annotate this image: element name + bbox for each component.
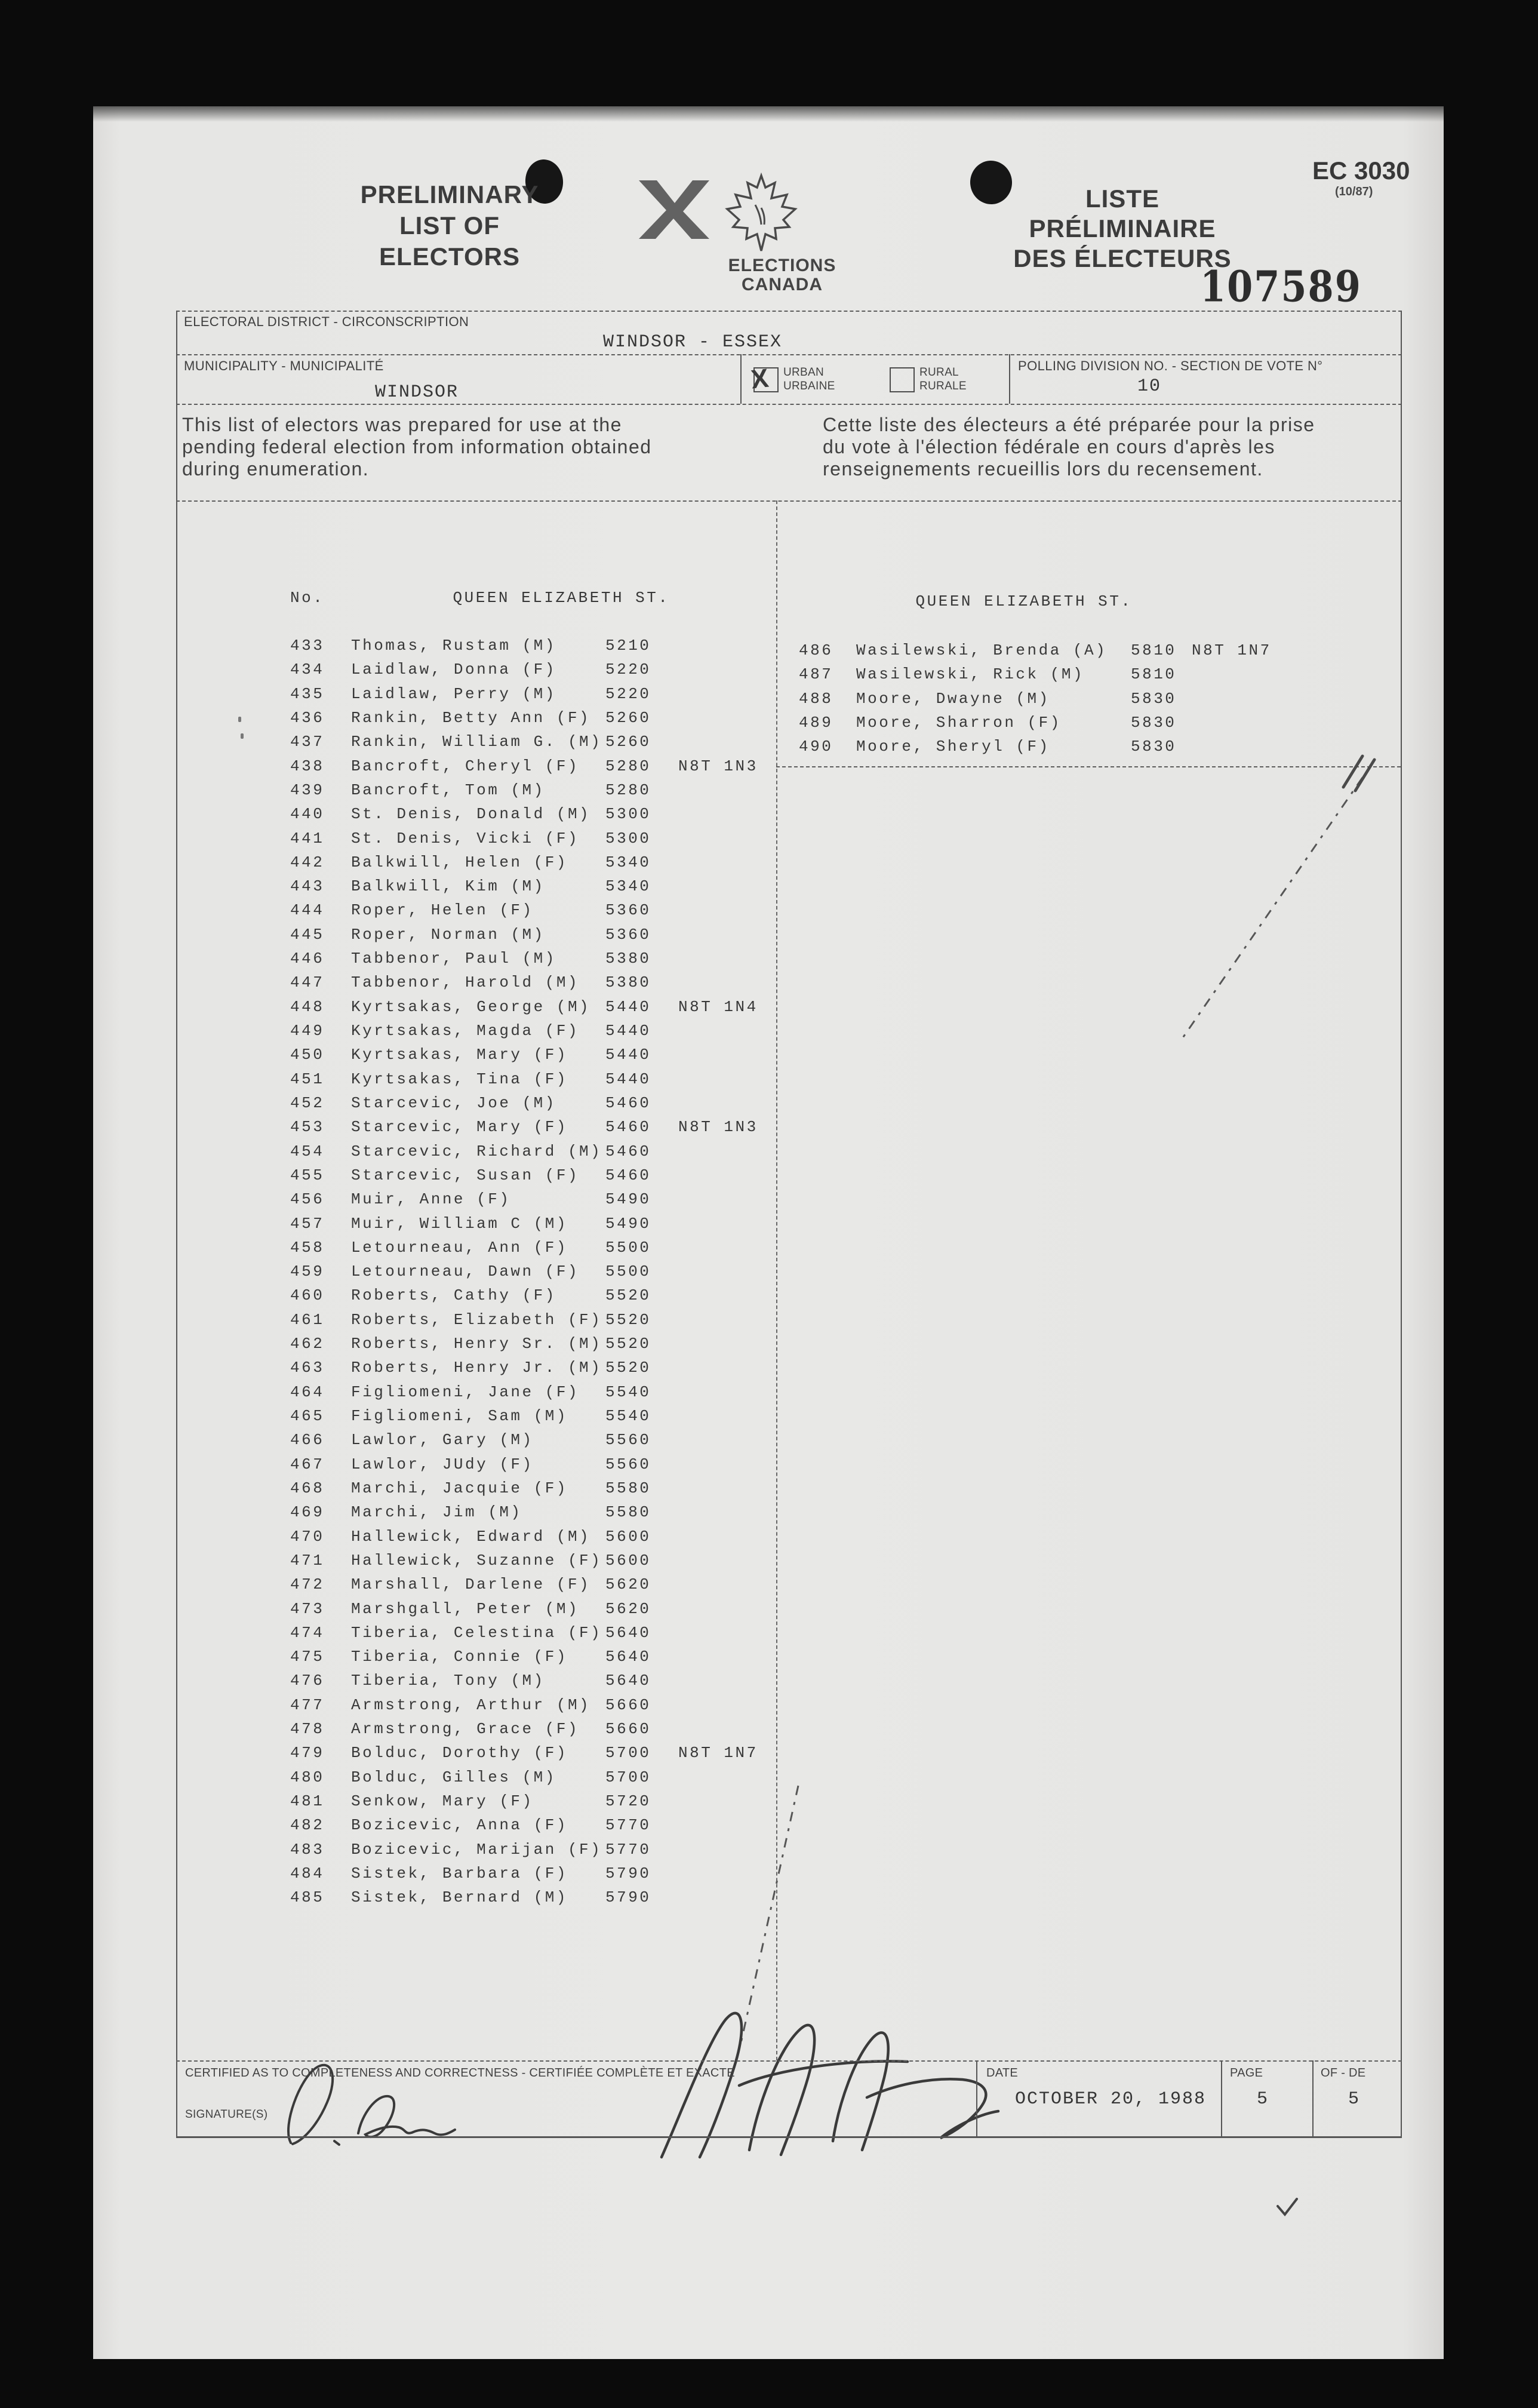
cell-divider	[1221, 2060, 1222, 2136]
title-fr-line2: PRÉLIMINAIRE	[1029, 214, 1216, 242]
cell-divider	[740, 354, 742, 404]
elector-name: Letourneau, Dawn (F)	[351, 1263, 580, 1281]
elector-name: Armstrong, Grace (F)	[351, 1720, 580, 1739]
elector-number: 458	[290, 1238, 325, 1257]
date-value: OCTOBER 20, 1988	[1015, 2089, 1207, 2109]
elector-number: 436	[290, 708, 325, 727]
elector-name: Roberts, Elizabeth (F)	[351, 1310, 602, 1329]
elector-name: Kyrtsakas, George (M)	[351, 997, 591, 1016]
elector-address: 5660	[605, 1720, 651, 1739]
elector-address: 5720	[605, 1792, 651, 1810]
elector-name: Muir, Anne (F)	[351, 1190, 511, 1209]
elector-number: 441	[290, 829, 325, 847]
logo-wordmark-line2: CANADA	[742, 275, 823, 294]
elector-number: 487	[799, 665, 833, 684]
elector-address: 5440	[605, 1046, 651, 1064]
intro-fr-line: Cette liste des électeurs a été préparée pour la prise	[823, 414, 1315, 435]
elector-number: 434	[290, 661, 325, 679]
table-border-left	[176, 311, 177, 2136]
elector-postal-code: N8T 1N7	[1192, 641, 1272, 659]
elector-address: 5300	[605, 805, 651, 824]
elector-address: 5600	[605, 1551, 651, 1570]
rural-checkbox	[890, 367, 915, 392]
scan-speck	[238, 717, 241, 722]
elector-address: 5220	[605, 661, 651, 679]
elector-address: 5790	[605, 1888, 651, 1907]
elector-address: 5440	[605, 997, 651, 1016]
form-number: EC 3030	[1312, 156, 1410, 185]
municipality-label: MUNICIPALITY - MUNICIPALITÉ	[184, 358, 384, 373]
elector-number: 490	[799, 738, 833, 756]
street-header-left: QUEEN ELIZABETH ST.	[453, 589, 670, 607]
elector-address: 5700	[605, 1744, 651, 1762]
elections-canada-logo	[633, 172, 848, 256]
elector-number: 465	[290, 1407, 325, 1425]
list-end-line	[776, 766, 1401, 767]
elector-postal-code: N8T 1N3	[678, 1118, 758, 1137]
elector-name: Lawlor, JUdy (F)	[351, 1455, 534, 1473]
title-en-line1: PRELIMINARY	[360, 180, 539, 208]
elector-number: 447	[290, 973, 325, 992]
elector-address: 5560	[605, 1431, 651, 1449]
certified-label: CERTIFIED AS TO COMPLETENESS AND CORRECTNESS - CERTIFIÉE COMPLÈTE ET EXACTE	[185, 2066, 735, 2080]
elector-number: 451	[290, 1070, 325, 1088]
elector-number: 482	[290, 1816, 325, 1835]
elector-number: 448	[290, 997, 325, 1016]
elector-number: 464	[290, 1383, 325, 1401]
elector-name: Letourneau, Ann (F)	[351, 1238, 568, 1257]
elector-number: 486	[799, 641, 833, 659]
elector-name: Rankin, Betty Ann (F)	[351, 708, 591, 727]
elector-address: 5640	[605, 1648, 651, 1666]
elector-name: Figliomeni, Sam (M)	[351, 1407, 568, 1425]
elector-name: Sistek, Barbara (F)	[351, 1864, 568, 1882]
elector-address: 5300	[605, 829, 651, 847]
date-label: DATE	[986, 2066, 1019, 2080]
elector-address: 5540	[605, 1383, 651, 1401]
page-edge-shadow	[93, 106, 1444, 122]
rural-label-fr: RURALE	[919, 380, 967, 392]
elector-number: 485	[290, 1888, 325, 1907]
elector-number: 449	[290, 1022, 325, 1040]
elector-address: 5440	[605, 1022, 651, 1040]
elector-address: 5340	[605, 853, 651, 871]
elector-number: 456	[290, 1190, 325, 1209]
street-header-right: QUEEN ELIZABETH ST.	[915, 592, 1133, 610]
row-divider	[176, 404, 1402, 405]
elector-name: St. Denis, Vicki (F)	[351, 829, 580, 847]
elector-address: 5810	[1131, 665, 1177, 684]
elector-postal-code: N8T 1N4	[678, 997, 758, 1016]
elector-name: Moore, Dwayne (M)	[856, 689, 1050, 708]
elector-number: 467	[290, 1455, 325, 1473]
elector-name: Tiberia, Connie (F)	[351, 1648, 568, 1666]
elector-name: Roberts, Henry Sr. (M)	[351, 1335, 602, 1353]
intro-en-line: during enumeration.	[182, 458, 370, 480]
elector-number: 471	[290, 1551, 325, 1570]
urban-checkbox-mark: X	[749, 363, 770, 395]
elector-address: 5830	[1131, 713, 1177, 732]
elector-number: 468	[290, 1479, 325, 1497]
elector-number: 481	[290, 1792, 325, 1810]
elector-address: 5640	[605, 1623, 651, 1642]
electoral-district-label: ELECTORAL DISTRICT - CIRCONSCRIPTION	[184, 314, 469, 329]
elector-address: 5560	[605, 1455, 651, 1473]
elector-name: Lawlor, Gary (M)	[351, 1431, 534, 1449]
elector-number: 452	[290, 1094, 325, 1112]
elector-name: Kyrtsakas, Mary (F)	[351, 1046, 568, 1064]
title-fr-line1: LISTE	[1085, 185, 1159, 213]
elector-address: 5460	[605, 1142, 651, 1160]
elector-number: 469	[290, 1503, 325, 1522]
elector-number: 475	[290, 1648, 325, 1666]
intro-en-line: This list of electors was prepared for use at the	[182, 414, 622, 435]
title-en-line3: ELECTORS	[379, 242, 520, 271]
elector-address: 5620	[605, 1575, 651, 1594]
elector-address: 5460	[605, 1166, 651, 1184]
scan-speck	[241, 733, 244, 739]
elector-number: 488	[799, 689, 833, 708]
elector-name: Bancroft, Cheryl (F)	[351, 757, 580, 775]
elector-address: 5620	[605, 1599, 651, 1618]
elector-address: 5790	[605, 1864, 651, 1882]
elector-address: 5770	[605, 1840, 651, 1859]
elector-name: Marshgall, Peter (M)	[351, 1599, 580, 1618]
cell-divider	[976, 2060, 977, 2136]
elector-number: 472	[290, 1575, 325, 1594]
page-value: 5	[1257, 2089, 1269, 2109]
elector-name: Senkow, Mary (F)	[351, 1792, 534, 1810]
elector-name: Wasilewski, Brenda (A)	[856, 641, 1108, 659]
elector-name: Rankin, William G. (M)	[351, 733, 602, 751]
elector-address: 5280	[605, 757, 651, 775]
elector-number: 484	[290, 1864, 325, 1882]
elector-name: Hallewick, Suzanne (F)	[351, 1551, 602, 1570]
elector-number: 461	[290, 1310, 325, 1329]
elector-name: Thomas, Rustam (M)	[351, 637, 556, 655]
intro-paragraph-english	[182, 414, 755, 480]
elector-name: Marchi, Jacquie (F)	[351, 1479, 568, 1497]
elector-number: 459	[290, 1263, 325, 1281]
elector-postal-code: N8T 1N7	[678, 1744, 758, 1762]
elector-name: Tiberia, Tony (M)	[351, 1672, 545, 1690]
elector-name: Kyrtsakas, Tina (F)	[351, 1070, 568, 1088]
elector-name: Balkwill, Helen (F)	[351, 853, 568, 871]
elector-number: 435	[290, 684, 325, 703]
elector-name: Tiberia, Celestina (F)	[351, 1623, 602, 1642]
elector-postal-code: N8T 1N3	[678, 757, 758, 775]
elector-address: 5600	[605, 1527, 651, 1546]
elector-name: Kyrtsakas, Magda (F)	[351, 1022, 580, 1040]
elector-address: 5460	[605, 1094, 651, 1112]
row-divider	[176, 354, 1402, 355]
title-english	[324, 179, 575, 272]
elector-number: 489	[799, 713, 833, 732]
elector-name: Marshall, Darlene (F)	[351, 1575, 591, 1594]
form-revision: (10/87)	[1335, 185, 1373, 198]
elector-number: 443	[290, 877, 325, 896]
title-fr-line3: DES ÉLECTEURS	[1013, 244, 1232, 272]
info-table-bottom-border	[176, 500, 1402, 502]
elector-address: 5520	[605, 1310, 651, 1329]
of-de-value: 5	[1348, 2089, 1361, 2109]
elector-address: 5810	[1131, 641, 1177, 659]
elector-number: 463	[290, 1359, 325, 1377]
elector-number: 442	[290, 853, 325, 871]
urban-label-fr: URBAINE	[783, 380, 835, 392]
no-column-header: No.	[290, 589, 325, 607]
elector-address: 5360	[605, 901, 651, 920]
elector-name: Roper, Norman (M)	[351, 925, 545, 944]
elector-name: Laidlaw, Donna (F)	[351, 661, 556, 679]
elector-number: 460	[290, 1286, 325, 1305]
elector-address: 5520	[605, 1335, 651, 1353]
elector-number: 476	[290, 1672, 325, 1690]
elector-name: Starcevic, Joe (M)	[351, 1094, 556, 1112]
signature-label: SIGNATURE(S)	[185, 2108, 268, 2121]
table-border-top	[176, 311, 1402, 312]
serial-number-stamp: 107589	[1200, 262, 1362, 312]
of-de-label: OF - DE	[1321, 2066, 1366, 2080]
intro-fr-line: renseignements recueillis lors du recensement.	[823, 458, 1263, 480]
title-en-line2: LIST OF	[399, 211, 500, 239]
elector-name: Tabbenor, Paul (M)	[351, 950, 556, 968]
elector-address: 5580	[605, 1503, 651, 1522]
elector-address: 5340	[605, 877, 651, 896]
elector-number: 446	[290, 950, 325, 968]
elector-name: Sistek, Bernard (M)	[351, 1888, 568, 1907]
elector-address: 5460	[605, 1118, 651, 1137]
elector-number: 450	[290, 1046, 325, 1064]
intro-en-line: pending federal election from information obtained	[182, 436, 652, 457]
elector-address: 5520	[605, 1359, 651, 1377]
elector-name: Bozicevic, Anna (F)	[351, 1816, 568, 1835]
elector-name: Balkwill, Kim (M)	[351, 877, 545, 896]
elector-address: 5830	[1131, 738, 1177, 756]
elector-name: Bancroft, Tom (M)	[351, 781, 545, 799]
elector-address: 5660	[605, 1696, 651, 1714]
elector-address: 5490	[605, 1190, 651, 1209]
page-label: PAGE	[1230, 2066, 1263, 2080]
elector-name: Starcevic, Richard (M)	[351, 1142, 602, 1160]
elector-number: 480	[290, 1768, 325, 1786]
elector-number: 440	[290, 805, 325, 824]
elector-number: 466	[290, 1431, 325, 1449]
elector-name: Muir, William C (M)	[351, 1214, 568, 1233]
elector-name: Roberts, Henry Jr. (M)	[351, 1359, 602, 1377]
cell-divider	[1312, 2060, 1314, 2136]
polling-division-value: 10	[1137, 376, 1162, 397]
elector-name: Bolduc, Dorothy (F)	[351, 1744, 568, 1762]
polling-division-label: POLLING DIVISION NO. - SECTION DE VOTE N°	[1018, 358, 1323, 373]
elector-name: Moore, Sheryl (F)	[856, 738, 1050, 756]
elector-number: 470	[290, 1527, 325, 1546]
elector-name: Roper, Helen (F)	[351, 901, 534, 920]
elector-name: Bolduc, Gilles (M)	[351, 1768, 556, 1786]
elector-number: 474	[290, 1623, 325, 1642]
elector-address: 5490	[605, 1214, 651, 1233]
logo-wordmark-line1: ELECTIONS	[728, 256, 836, 275]
elector-address: 5380	[605, 973, 651, 992]
elector-number: 438	[290, 757, 325, 775]
elector-number: 439	[290, 781, 325, 799]
elector-number: 478	[290, 1720, 325, 1739]
elector-address: 5700	[605, 1768, 651, 1786]
elector-address: 5280	[605, 781, 651, 799]
elector-address: 5210	[605, 637, 651, 655]
elector-name: Starcevic, Mary (F)	[351, 1118, 568, 1137]
elector-name: Tabbenor, Harold (M)	[351, 973, 580, 992]
elector-address: 5360	[605, 925, 651, 944]
elector-name: St. Denis, Donald (M)	[351, 805, 591, 824]
elector-name: Marchi, Jim (M)	[351, 1503, 522, 1522]
title-french	[1003, 184, 1242, 274]
elector-number: 473	[290, 1599, 325, 1618]
elector-name: Hallewick, Edward (M)	[351, 1527, 591, 1546]
certification-box-top-border	[176, 2060, 1402, 2062]
elector-name: Starcevic, Susan (F)	[351, 1166, 580, 1184]
elector-number: 437	[290, 733, 325, 751]
elector-address: 5540	[605, 1407, 651, 1425]
elector-name: Laidlaw, Perry (M)	[351, 684, 556, 703]
elector-number: 453	[290, 1118, 325, 1137]
electoral-district-value: WINDSOR - ESSEX	[603, 332, 783, 352]
elector-number: 479	[290, 1744, 325, 1762]
elector-address: 5520	[605, 1286, 651, 1305]
elector-number: 433	[290, 637, 325, 655]
elector-address: 5580	[605, 1479, 651, 1497]
elector-name: Roberts, Cathy (F)	[351, 1286, 556, 1305]
elector-address: 5770	[605, 1816, 651, 1835]
rural-label-en: RURAL	[919, 366, 959, 379]
elector-number: 457	[290, 1214, 325, 1233]
elector-address: 5220	[605, 684, 651, 703]
elector-name: Armstrong, Arthur (M)	[351, 1696, 591, 1714]
elector-number: 483	[290, 1840, 325, 1859]
elector-address: 5640	[605, 1672, 651, 1690]
elector-address: 5830	[1131, 689, 1177, 708]
elector-name: Moore, Sharron (F)	[856, 713, 1062, 732]
intro-paragraph-french	[823, 414, 1420, 480]
elector-address: 5500	[605, 1263, 651, 1281]
elector-number: 477	[290, 1696, 325, 1714]
intro-fr-line: du vote à l'élection fédérale en cours d'après les	[823, 436, 1275, 457]
urban-label-en: URBAN	[783, 366, 825, 379]
elector-name: Bozicevic, Marijan (F)	[351, 1840, 602, 1859]
cell-divider	[1009, 354, 1010, 404]
elector-number: 445	[290, 925, 325, 944]
elector-name: Wasilewski, Rick (M)	[856, 665, 1085, 684]
elector-address: 5260	[605, 733, 651, 751]
elector-address: 5440	[605, 1070, 651, 1088]
municipality-value: WINDSOR	[375, 382, 459, 403]
elector-number: 444	[290, 901, 325, 920]
elector-number: 454	[290, 1142, 325, 1160]
elector-name: Figliomeni, Jane (F)	[351, 1383, 580, 1401]
elector-number: 462	[290, 1335, 325, 1353]
elector-address: 5500	[605, 1238, 651, 1257]
table-border-right	[1401, 311, 1402, 2136]
elector-address: 5380	[605, 950, 651, 968]
list-column-divider	[776, 500, 777, 2060]
elector-address: 5260	[605, 708, 651, 727]
certification-box-bottom-border	[176, 2136, 1402, 2138]
elector-number: 455	[290, 1166, 325, 1184]
